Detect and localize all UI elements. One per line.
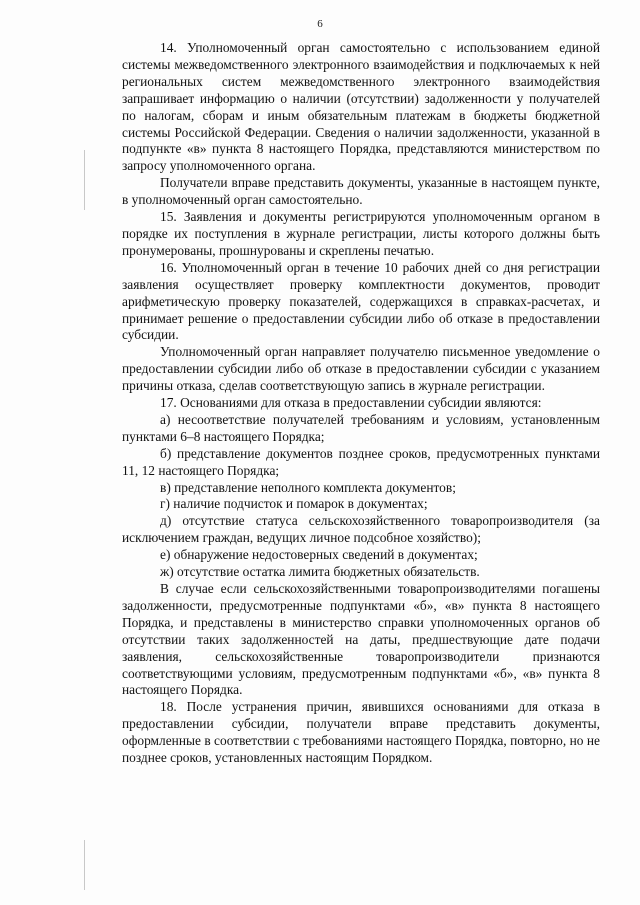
paragraph-14-note: Получатели вправе представить документы, указанные в настоящем пункте, в уполномоченный орган самостоятельно.: [122, 175, 600, 208]
paragraph-17-exception: В случае если сельскохозяйственными товаропроизводителями погашены задолженности, предусмотренные подпунктами «б», «в» пункта 8 настоящего Порядка, и представлены в министерство справки уполномоченных органов об отсутствии таких задолженностей на даты, предшествующие дате подачи заявления, сельскохозяйственные товаропроизводители признаются соответствующими условиям, предусмотренным подпунктами «б», «в» пункта 8 настоящего Порядка.: [122, 581, 600, 698]
binding-margin-line: [84, 840, 85, 890]
page-number: 6: [317, 18, 323, 30]
list-item-zh: ж) отсутствие остатка лимита бюджетных обязательств.: [160, 564, 480, 580]
paragraph-15: 15. Заявления и документы регистрируются уполномоченным органом в порядке их поступления в журнале регистрации, листы которого должны быть пронумерованы, прошнурованы и скреплены печатью.: [122, 209, 600, 258]
list-item-b: б) представление документов позднее сроков, предусмотренных пунктами 11, 12 настоящего Порядка;: [122, 445, 600, 478]
list-item-e: е) обнаружение недостоверных сведений в документах;: [160, 547, 478, 563]
paragraph-17: 17. Основаниями для отказа в предоставлении субсидии являются:: [160, 395, 542, 411]
binding-margin-line: [84, 150, 85, 210]
list-item-v: в) представление неполного комплекта документов;: [160, 479, 456, 495]
list-item-d: д) отсутствие статуса сельскохозяйственного товаропроизводителя (за исключением граждан, ведущих личное подсобное хозяйство);: [122, 513, 600, 546]
paragraph-14: 14. Уполномоченный орган самостоятельно с использованием единой системы межведомственного электронного взаимодействия и подключаемых к ней региональных систем межведомственного электронного взаимодействия запрашивает информацию о наличии (отсутствии) задолженности у получателей по налогам, сборам и иным обязательным платежам в бюджеты бюджетной системы Российской Федерации. Сведения о наличии задолженности, указанной в подпункте «в» пункта 8 настоящего Порядка, представляются министерством по запросу уполномоченного органа.: [122, 40, 600, 174]
list-item-g: г) наличие подчисток и помарок в документах;: [160, 496, 428, 512]
paragraph-16-notice: Уполномоченный орган направляет получателю письменное уведомление о предоставлении субсидии либо об отказе в предоставлении субсидии с указанием причины отказа, сделав соответствующую запись в журнале регистрации.: [122, 344, 600, 394]
list-item-a: а) несоответствие получателей требованиям и условиям, установленным пунктами 6–8 настоящего Порядка;: [122, 411, 600, 444]
document-body: [122, 40, 600, 767]
paragraph-18: 18. После устранения причин, явившихся основаниями для отказа в предоставлении субсидии, получатели вправе представить документы, оформленные в соответствии с требованиями настоящего Порядка, повторно, но не позднее сроков, установленных настоящим Порядком.: [122, 699, 600, 766]
paragraph-16: 16. Уполномоченный орган в течение 10 рабочих дней со дня регистрации заявления осуществляет проверку комплектности документов, проводит арифметическую проверку показателей, содержащихся в справках-расчетах, и принимает решение о предоставлении субсидии либо об отказе в предоставлении субсидии.: [122, 259, 600, 343]
